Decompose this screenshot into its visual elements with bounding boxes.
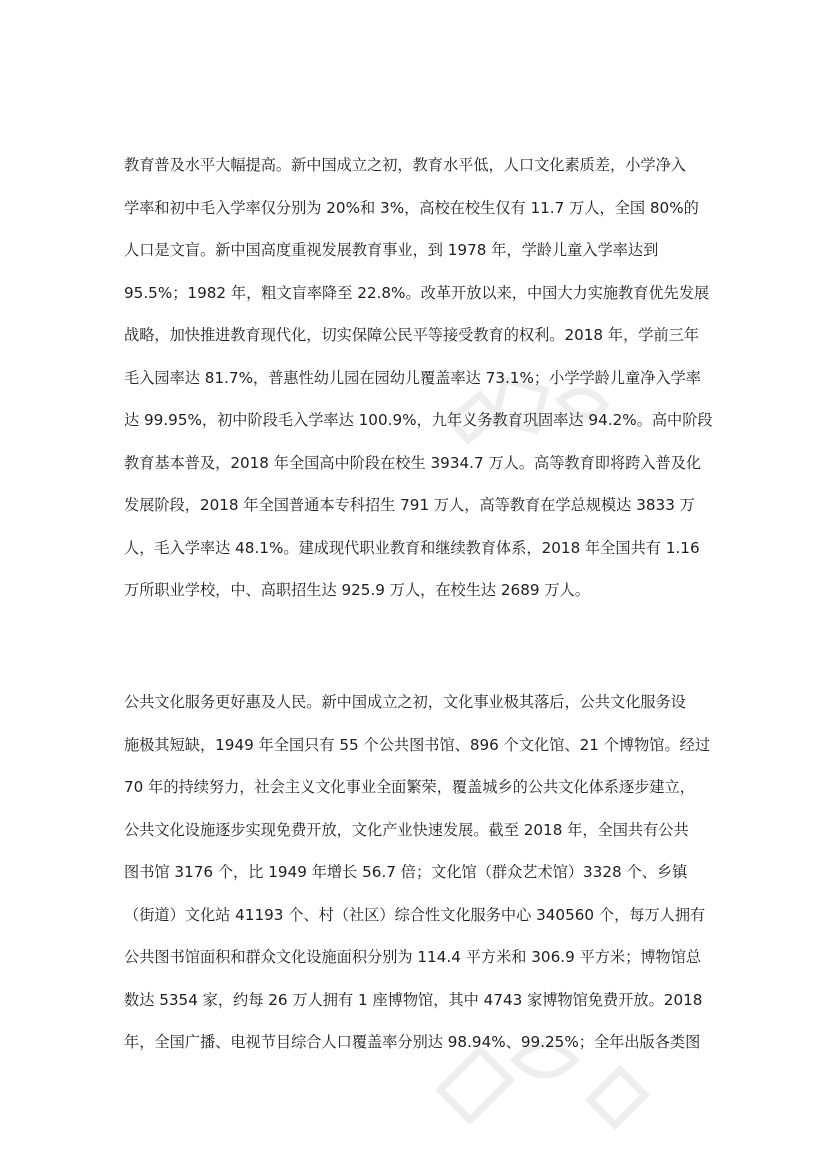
text-line: 70 年的持续努力，社会主义文化事业全面繁荣，覆盖城乡的公共文化体系逐步建立， <box>124 778 695 796</box>
text-line: 教育普及水平大幅提高。新中国成立之初，教育水平低，人口文化素质差，小学净入 <box>124 156 686 174</box>
text-line: 公共图书馆面积和群众文化设施面积分别为 114.4 平方米和 306.9 平方米；博物馆总 <box>124 948 702 966</box>
text-line: 学率和初中毛入学率仅分别为 20%和 3%，高校在校生仅有 11.7 万人，全国 80%的 <box>124 198 699 217</box>
text-line: 公共文化服务更好惠及人民。新中国成立之初，文化事业极其落后，公共文化服务设 <box>124 693 686 711</box>
text-line: 毛入园率达 81.7%，普惠性幼儿园在园幼儿覆盖率达 73.1%；小学学龄儿童净入学率 <box>124 368 701 387</box>
text-line: 战略，加快推进教育现代化，切实保障公民平等接受教育的权利。2018 年，学前三年 <box>124 326 700 344</box>
text-line: 人，毛入学率达 48.1%。建成现代职业教育和继续教育体系，2018 年全国共有 1.16 <box>124 538 700 557</box>
paragraph-education <box>124 144 714 612</box>
text-line: 公共文化设施逐步实现免费开放，文化产业快速发展。截至 2018 年，全国共有公共 <box>124 820 689 839</box>
text-line: 达 99.95%，初中阶段毛入学率达 100.9%，九年义务教育巩固率达 94.2%。高中阶段 <box>124 411 713 429</box>
text-line: 教育基本普及，2018 年全国高中阶段在校生 3934.7 万人。高等教育即将跨入普及化 <box>124 453 702 472</box>
text-line: （街道）文化站 41193 个、村（社区）综合性文化服务中心 340560 个，每万人拥有 <box>124 905 706 924</box>
text-line: 图书馆 3176 个，比 1949 年增长 56.7 倍；文化馆（群众艺术馆）3328 个、乡镇 <box>124 863 688 881</box>
text-line: 发展阶段，2018 年全国普通本专科招生 791 万人，高等教育在学总规模达 3833 万 <box>124 496 695 514</box>
paragraph-public-culture <box>124 681 714 1064</box>
text-line: 95.5%；1982 年，粗文盲率降至 22.8%。改革开放以来，中国大力实施教育优先发展 <box>124 283 710 302</box>
text-line: 施极其短缺，1949 年全国只有 55 个公共图书馆、896 个文化馆、21 个博物馆。经过 <box>124 735 711 754</box>
text-line: 年，全国广播、电视节目综合人口覆盖率分别达 98.94%、99.25%；全年出版各类图 <box>124 1033 701 1051</box>
text-line: 万所职业学校，中、高职招生达 925.9 万人，在校生达 2689 万人。 <box>124 581 590 599</box>
text-line: 数达 5354 家，约每 26 万人拥有 1 座博物馆，其中 4743 家博物馆免费开放。2018 <box>124 990 703 1009</box>
text-line: 人口是文盲。新中国高度重视发展教育事业，到 1978 年，学龄儿童入学率达到 <box>124 241 659 259</box>
